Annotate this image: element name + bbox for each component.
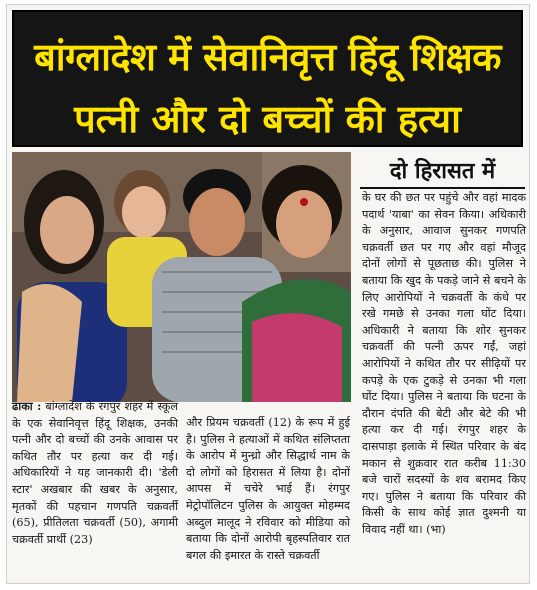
column-2-text: और प्रियम चक्रवर्ती (12) के रूप में हुई है। पुलिस ने हत्याओं में कथित संलिप्तता के आरोप में मुन्ध्रो और सिद्धार्थ नाम के दो लोगों को हिरासत में लिया है। दोनों आपस में चचेरे भाई हैं। रंगपुर मेट्रोपॉलिटन पुलिस के आयुक्त मोहम्मद अब्दुल मालूद ने रविवार को मीडिया को बताया कि दोनों आरोपी बृहस्पतिवार रात बगल की इमारत के रास्ते चक्रवर्ती [186, 416, 350, 562]
subheadline: दो हिरासत में [360, 155, 525, 189]
family-photo [12, 152, 351, 402]
article-column-3 [362, 190, 526, 538]
column-1-text: बांग्लादेश के रंगपुर शहर में स्कूल के एक सेवानिवृत्त हिंदू शिक्षक, उनकी पत्नी और दो बच्चों की उनके आवास पर कथित तौर पर हत्या कर दी गई। अधिकारियों ने यह जानकारी दी। 'डेली स्टार' अखबार की खबर के अनुसार, मृतकों की पहचान गणपति चक्रवर्ती (65), प्रीतिलता चक्रवर्ती (50), अगामी चक्रवर्ती प्रार्थी (23) [12, 400, 178, 546]
article-column-2 [186, 415, 350, 564]
article-column-1 [12, 398, 178, 548]
dateline: ढाका : [12, 399, 42, 413]
headline-line-1: बांग्लादेश में सेवानिवृत्त हिंदू शिक्षक [34, 35, 501, 79]
column-3-text: के घर की छत पर पहुंचे और वहां मादक पदार्थ 'याबा' का सेवन किया। अधिकारी के अनुसार, आवाज सुनकर गणपति चक्रवर्ती छत पर गए और वहां मौजूद दोनों लोगों से पूछताछ की। पुलिस ने बताया कि खुद के पकड़े जाने से बचने के लिए आरोपियों ने चक्रवर्ती के कंधे पर रखे गमछे से उनका गला घोंट दिया। अधिकारी ने बताया कि शोर सुनकर चक्रवर्ती की पत्नी ऊपर गईं, जहां आरोपियों ने कथित तौर पर सीढ़ियों पर कपड़े के एक टुकड़े से उनका भी गला घोंट दिया। पुलिस ने बताया कि घटना के दौरान दंपति की बेटी और बेटे की भी हत्या कर दी गई। रंगपुर शहर के दासपाड़ा इलाके में स्थित परिवार के बंद मकान से शुक्रवार रात करीब 11:30 बजे चारों सदस्यों के शव बरामद किए गए। पुलिस ने बताया कि परिवार की किसी के साथ कोई ज्ञात दुश्मनी या विवाद नहीं था। (भा) [362, 191, 526, 536]
headline-box [12, 10, 523, 147]
headline-line-2: पत्नी और दो बच्चों की हत्या [74, 97, 461, 141]
family-photo-illustration [12, 152, 351, 402]
